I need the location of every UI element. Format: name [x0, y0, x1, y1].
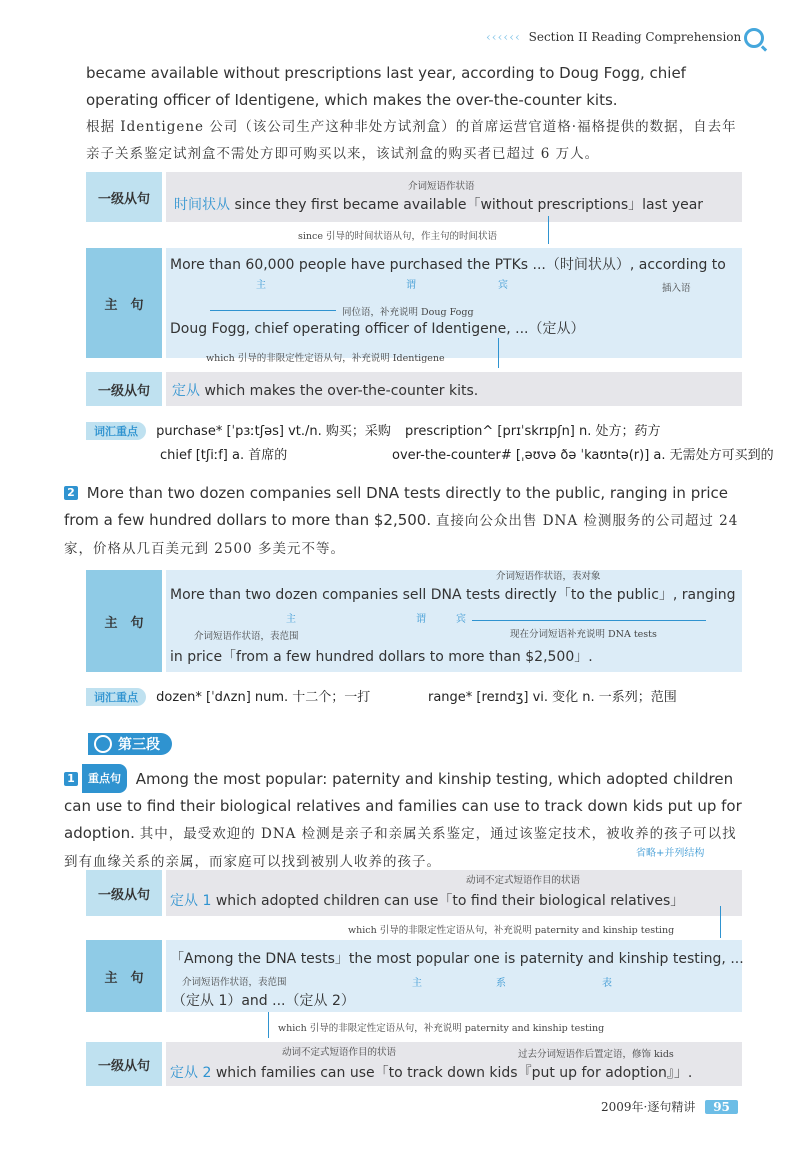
paragraph-3 [64, 764, 744, 876]
paragraph-3-number: 1 [64, 772, 78, 786]
page-footer [601, 1098, 738, 1115]
note-prep-object: 介词短语作状语，表对象 [496, 571, 601, 582]
box3-row1 [170, 890, 684, 910]
vocab-tag-2: 词汇重点 [86, 688, 146, 706]
paragraph-1-english: became available without prescriptions last year, according to Doug Fogg, chief operating officer of Identigene, which makes the over-the-counter kits. [86, 64, 686, 109]
box3-row3-text: which families can use「to track down kids『put up for adoption』」. [215, 1065, 693, 1081]
box2-role-object: 宾 [456, 614, 466, 625]
note-which-clause: which 引导的非限定性定语从句，补充说明 Identigene [206, 353, 445, 364]
running-header [486, 30, 741, 44]
note-insertion: 插入语 [662, 283, 691, 294]
vocab-block-1b [160, 444, 774, 463]
role-predicate: 谓 [406, 280, 416, 291]
box3-row1-tag: 定从 1 [170, 893, 212, 909]
time-clause-tag: 时间状从 [174, 197, 230, 213]
note-prep-phrase: 介词短语作状语 [408, 181, 475, 192]
vocab-prescription: prescription^ [prɪˈskrɪpʃn] n. 处方；药方 [405, 424, 661, 439]
search-icon [744, 28, 764, 48]
note-since-clause: since 引导的时间状语从句，作主句的时间状语 [298, 231, 497, 242]
sentence-analysis-2 [86, 570, 742, 672]
time-clause-text: since they first became available「without prescriptions」last year [234, 197, 704, 213]
section-3-title: 第三段 [118, 737, 160, 753]
label-main-clause-3: 主 句 [86, 940, 162, 1012]
box2-line-1: More than two dozen companies sell DNA tests directly「to the public」, ranging [170, 587, 736, 603]
note-which-2: which 引导的非限定性定语从句，补充说明 paternity and kinship testing [278, 1023, 605, 1034]
page-number: 95 [705, 1100, 738, 1114]
main-line-1: More than 60,000 people have purchased the PTKs ...（时间状从）, according to [170, 257, 726, 273]
box3-row3-tag: 定从 2 [170, 1065, 212, 1081]
footer-title: 2009年·逐句精讲 [601, 1100, 696, 1114]
note-present-participle: 现在分词短语补充说明 DNA tests [510, 629, 657, 640]
box3-role-subject: 主 [412, 978, 422, 989]
vocab-purchase: purchase* [ˈpɜːtʃəs] vt./n. 购买；采购 [156, 424, 391, 439]
relative-clause-tag: 定从 [172, 383, 200, 399]
vocab-tag: 词汇重点 [86, 422, 146, 440]
paragraph-2-chinese: 直接向公众出售 DNA 检测服务的公司超过 24 家，价格从几百美元到 2500 多美元不等。 [64, 513, 739, 557]
note-infinitive-2: 动词不定式短语作目的状语 [282, 1047, 397, 1058]
key-sentence-tag: 重点句 [82, 764, 127, 793]
section-3-heading [88, 733, 172, 755]
box2-role-subject: 主 [286, 614, 296, 625]
box3-main-line-1: 「Among the DNA tests」the most popular one is paternity and kinship testing, ... [170, 951, 744, 967]
box3-role-link: 系 [496, 978, 506, 989]
box3-row3 [170, 1062, 692, 1082]
note-past-participle: 过去分词短语作后置定语，修饰 kids [518, 1049, 674, 1060]
sentence-analysis-3 [86, 870, 742, 1086]
label-sub-clause: 一级从句 [86, 172, 162, 222]
vocab-range: range* [reɪndʒ] vi. 变化 n. 一系列；范围 [428, 690, 677, 705]
paragraph-1 [86, 60, 744, 168]
box3-row1-text: which adopted children can use「to find their biological relatives」 [215, 893, 685, 909]
label-sub-clause-2: 一级从句 [86, 372, 162, 406]
box2-role-predicate: 谓 [416, 614, 426, 625]
vocab-dozen: dozen* [ˈdʌzn] num. 十二个；一打 [156, 690, 371, 705]
main-line-2: Doug Fogg, chief operating officer of Identigene, ...（定从） [170, 321, 585, 337]
header-section-title: Section II Reading Comprehension [528, 30, 742, 44]
label-sub-clause-4: 一级从句 [86, 1042, 162, 1086]
box2-line-2: in price「from a few hundred dollars to more than $2,500」. [170, 649, 593, 665]
role-subject: 主 [256, 280, 266, 291]
box3-role-complement: 表 [602, 978, 612, 989]
paragraph-3-chinese: 其中，最受欢迎的 DNA 检测是亲子和亲属关系鉴定，通过该鉴定技术，被收养的孩子可以找到有血缘关系的亲属，而家庭可以找到被别人收养的孩子。 [64, 826, 737, 870]
vocab-otc: over-the-counter# [ˌəʊvə ðə ˈkaʊntə(r)] a. 无需处方可买到的 [392, 448, 774, 463]
paragraph-2-number: 2 [64, 486, 78, 500]
role-object: 宾 [498, 280, 508, 291]
header-arrows: ‹‹‹‹‹‹ [486, 30, 521, 44]
paragraph-2 [64, 480, 744, 563]
note-ellipsis-parallel: 省略+并列结构 [636, 848, 705, 859]
relative-clause-text: which makes the over-the-counter kits. [204, 383, 479, 399]
section-magnifier-icon [94, 735, 112, 753]
vocab-block-2 [86, 686, 677, 706]
paragraph-3-english: Among the most popular: paternity and kinship testing, which adopted children can use to find their biological relatives and families can use to track down kids put up for adoption. [64, 770, 742, 842]
sentence-analysis-1 [86, 172, 742, 408]
label-main-clause: 主 句 [86, 248, 162, 358]
note-which-1: which 引导的非限定性定语从句，补充说明 paternity and kinship testing [348, 925, 675, 936]
vocab-block-1 [86, 420, 661, 440]
relative-clause-line [172, 380, 478, 400]
note-range: 介词短语作状语，表范围 [194, 631, 299, 642]
box3-main-line-2: （定从 1）and ...（定从 2） [172, 993, 355, 1009]
note-prep-range: 介词短语作状语，表范围 [182, 977, 287, 988]
paragraph-2-english: More than two dozen companies sell DNA tests directly to the public, ranging in price from a few hundred dollars to more than $2,500. [64, 484, 729, 529]
label-main-clause-2: 主 句 [86, 570, 162, 672]
time-clause-line [174, 194, 703, 214]
note-infinitive-1: 动词不定式短语作目的状语 [466, 875, 581, 886]
paragraph-1-chinese: 根据 Identigene 公司（该公司生产这种非处方试剂盒）的首席运营官道格·福格提供的数据，自去年亲子关系鉴定试剂盒不需处方即可购买以来，该试剂盒的购买者已超过 6 万人。 [86, 119, 737, 162]
label-sub-clause-3: 一级从句 [86, 870, 162, 916]
note-appositive: 同位语，补充说明 Doug Fogg [342, 307, 474, 318]
vocab-chief: chief [tʃiːf] a. 首席的 [160, 448, 288, 463]
